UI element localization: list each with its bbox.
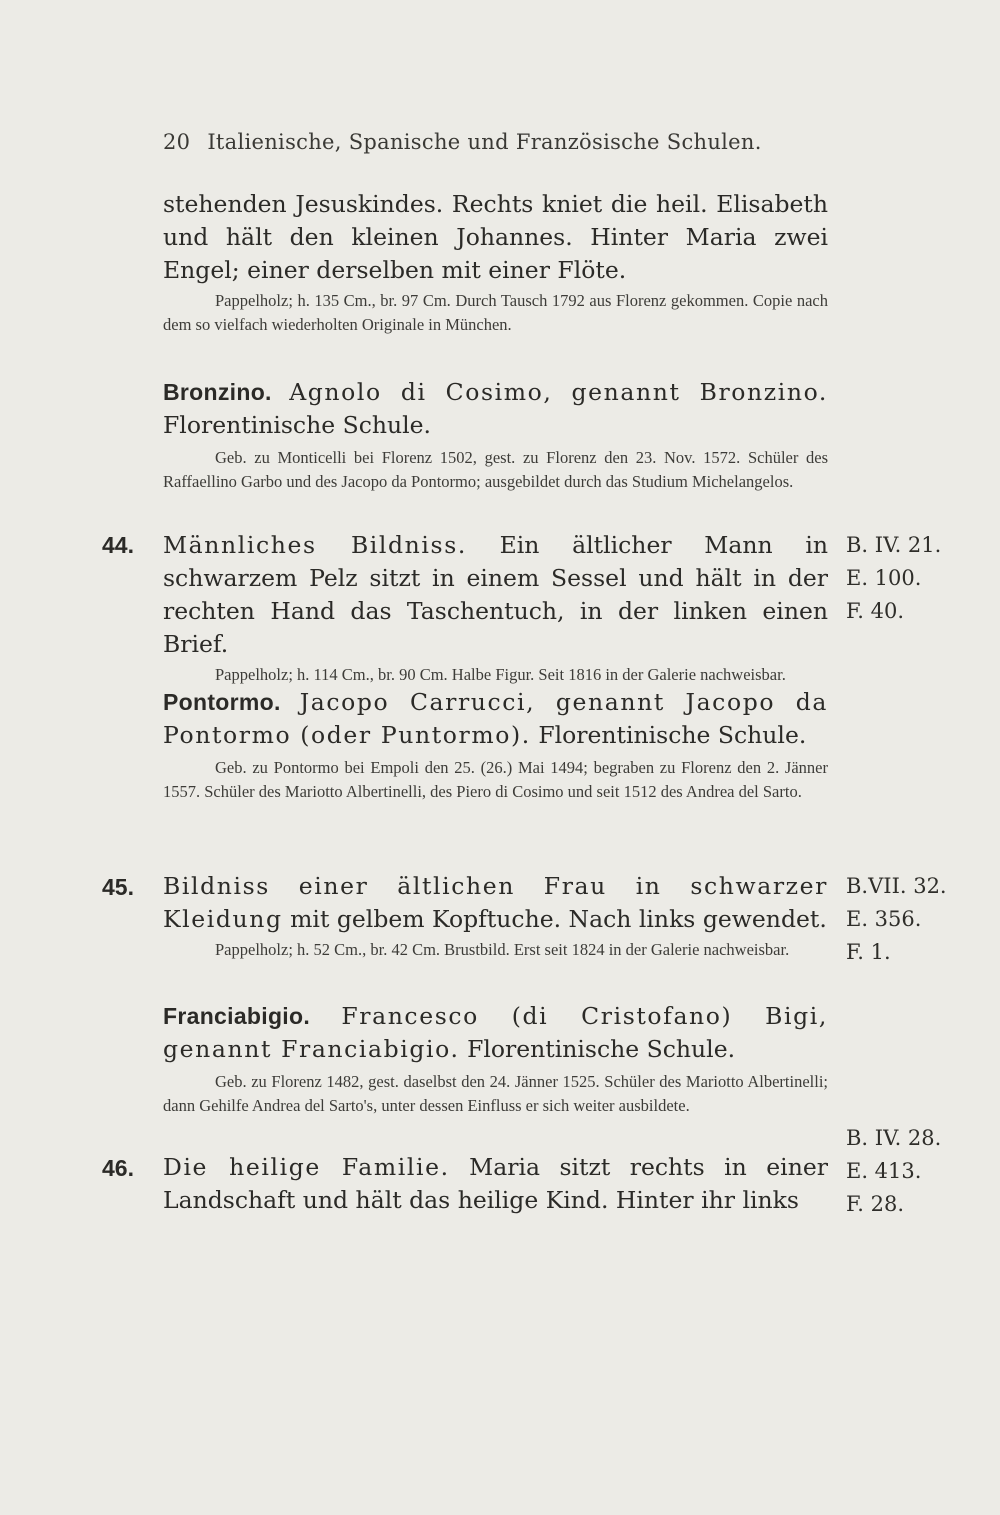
artist-name: Bronzino. xyxy=(163,379,272,405)
reference-f: F. 40. xyxy=(846,599,905,623)
artist-school: Florentinische Schule. xyxy=(538,721,807,749)
artist-name: Franciabigio. xyxy=(163,1003,311,1029)
artist-full-name: Agnolo di Cosimo, genannt Bronzino. xyxy=(289,378,828,406)
artist-bio: Geb. zu Monticelli bei Florenz 1502, gest. zu Florenz den 23. Nov. 1572. Schüler des Raffaellino Garbo und des Jacopo da Pontormo; ausgebildet durch das Studium Michelangelos. xyxy=(163,448,828,491)
reference-b: B. IV. 28. xyxy=(846,1126,942,1150)
entry-references xyxy=(846,529,996,628)
entry-number: 45. xyxy=(102,874,134,900)
entry-references xyxy=(846,1122,996,1221)
entry-text: Maria sitzt rechts in einer Landschaft und hält das heilige Kind. Hinter ihr links xyxy=(163,1153,828,1214)
entry-45 xyxy=(163,870,828,962)
continuation-note: Pappelholz; h. 135 Cm., br. 97 Cm. Durch Tausch 1792 aus Florenz gekommen. Copie nach dem so vielfach wiederholten Originale in München. xyxy=(163,291,828,334)
entry-note: Pappelholz; h. 114 Cm., br. 90 Cm. Halbe Figur. Seit 1816 in der Galerie nachweisbar. xyxy=(215,665,786,684)
artist-pontormo xyxy=(163,686,828,803)
running-header xyxy=(163,130,803,154)
reference-e: E. 413. xyxy=(846,1159,922,1183)
artist-bio: Geb. zu Pontormo bei Empoli den 25. (26.) Mai 1494; begraben zu Florenz den 2. Jänner 1557. Schüler des Mariotto Albertinelli, des Piero di Cosimo und seit 1512 des Andrea del Sarto. xyxy=(163,758,828,801)
entry-note: Pappelholz; h. 52 Cm., br. 42 Cm. Brustbild. Erst seit 1824 in der Galerie nachweisbar. xyxy=(215,940,790,959)
continuation-block xyxy=(163,188,828,336)
entry-references xyxy=(846,870,996,969)
entry-46 xyxy=(163,1151,828,1217)
entry-title: Bildniss einer ältlichen Frau in schwarzer Kleidung xyxy=(163,872,828,933)
artist-full-name: Jacopo Carrucci, genannt Jacopo da Pontormo (oder Puntormo). xyxy=(163,688,828,749)
reference-b: B. IV. 21. xyxy=(846,533,942,557)
entry-44 xyxy=(163,529,828,687)
artist-full-name: Francesco (di Cristofano) Bigi, genannt Franciabigio. xyxy=(163,1002,828,1063)
reference-f: F. 28. xyxy=(846,1192,905,1216)
reference-e: E. 356. xyxy=(846,907,922,931)
artist-name: Pontormo. xyxy=(163,689,281,715)
entry-title: Männliches Bildniss. xyxy=(163,531,467,559)
entry-text: Ein ältlicher Mann in schwarzem Pelz sitzt in einem Sessel und hält in der rechten Hand das Taschentuch, in der linken einen Brief. xyxy=(163,531,828,658)
running-title: Italienische, Spanische und Französische Schulen. xyxy=(207,130,762,154)
artist-school: Florentinische Schule. xyxy=(467,1035,736,1063)
entry-title: Die heilige Familie. xyxy=(163,1153,450,1181)
entry-number: 46. xyxy=(102,1155,134,1181)
reference-f: F. 1. xyxy=(846,940,891,964)
entry-text: mit gelbem Kopftuche. Nach links gewendet. xyxy=(290,905,827,933)
artist-school: Florentinische Schule. xyxy=(163,411,432,439)
reference-e: E. 100. xyxy=(846,566,922,590)
artist-franciabigio xyxy=(163,1000,828,1117)
entry-number: 44. xyxy=(102,532,134,558)
artist-bio: Geb. zu Florenz 1482, gest. daselbst den 24. Jänner 1525. Schüler des Mariotto Albertinelli; dann Gehilfe Andrea del Sarto's, unter dessen Einfluss er sich weiter ausbildete. xyxy=(163,1072,828,1115)
artist-bronzino xyxy=(163,376,828,493)
reference-b: B.VII. 32. xyxy=(846,874,947,898)
continuation-text: stehenden Jesuskindes. Rechts kniet die heil. Elisabeth und hält den kleinen Johannes. Hinter Maria zwei Engel; einer derselben mit einer Flöte. xyxy=(163,190,828,284)
page-number: 20 xyxy=(163,130,191,154)
